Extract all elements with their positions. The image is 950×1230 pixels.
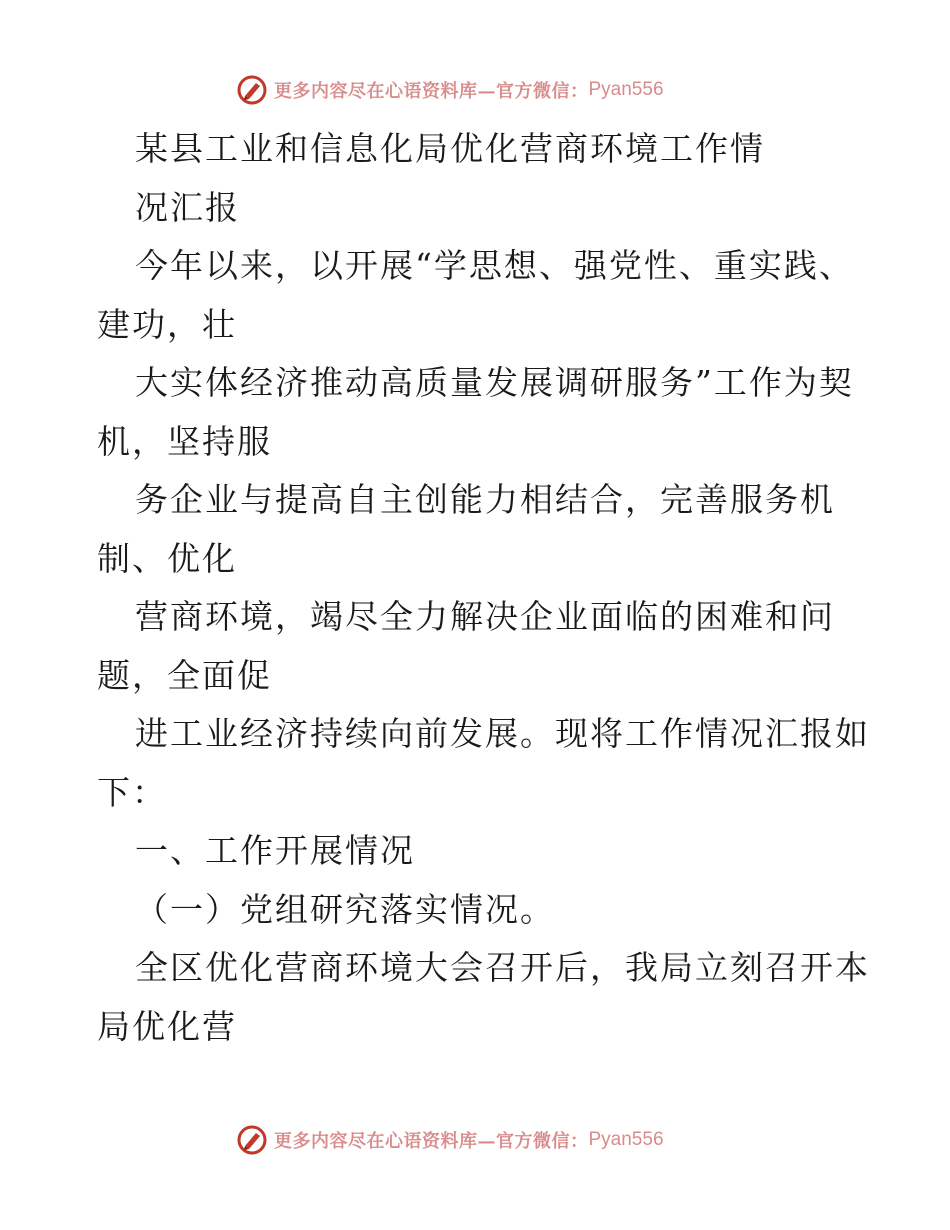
pen-seal-icon (236, 1124, 268, 1156)
paragraph-line: 全区优化营商环境大会召开后，我局立刻召开本 (135, 948, 870, 987)
wechat-id: Pyan556 (588, 1129, 664, 1150)
paragraph-line: 建功，壮 (97, 304, 237, 344)
wechat-id: Pyan556 (588, 79, 664, 100)
header-watermark (0, 70, 950, 110)
document-body (97, 120, 870, 1056)
paragraph-line: 制、优化 (97, 538, 237, 578)
paragraph-line: 机，坚持服 (97, 421, 272, 461)
paragraph-line: 今年以来，以开展“学思想、强党性、重实践、 (135, 246, 854, 285)
paragraph-line: 进工业经济持续向前发展。现将工作情况汇报如 (135, 714, 870, 753)
watermark-text: 更多内容尽在心语资料库—官方微信： (274, 81, 589, 102)
title-line-1: 某县工业和信息化局优化营商环境工作情 (135, 129, 765, 168)
paragraph-line: 题，全面促 (97, 655, 272, 695)
section-heading: 一、工作开展情况 (135, 831, 415, 870)
pen-seal-icon (236, 74, 268, 106)
paragraph-line: 下： (97, 772, 167, 812)
paragraph-line: 大实体经济推动高质量发展调研服务”工作为契 (135, 363, 854, 402)
watermark-text: 更多内容尽在心语资料库—官方微信： (274, 1131, 589, 1152)
subsection-heading: （一）党组研究落实情况。 (135, 889, 555, 929)
paragraph-line: 营商环境，竭尽全力解决企业面临的困难和问 (135, 597, 835, 636)
paragraph-line: 务企业与提高自主创能力相结合，完善服务机 (135, 480, 835, 519)
footer-watermark (0, 1120, 950, 1160)
paragraph-line: 局优化营 (97, 1006, 237, 1046)
title-line-2: 况汇报 (135, 187, 240, 227)
